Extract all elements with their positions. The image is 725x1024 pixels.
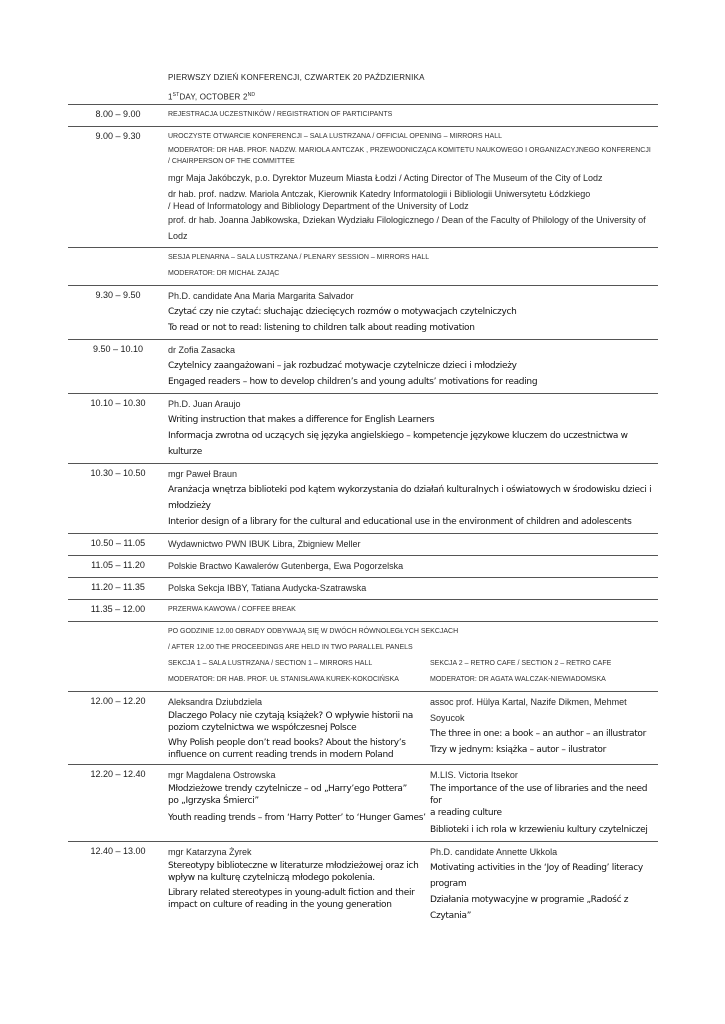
section-1-moderator: MODERATOR: DR HAB. PROF. UŁ STANISŁAWA KUREK-KOKOCIŃSKA <box>168 676 399 683</box>
section-2-moderator: MODERATOR: DR AGATA WALCZAK-NIEWIADOMSKA <box>430 676 606 683</box>
time-slot: 12.40 – 13.00 <box>90 846 146 856</box>
speaker-name: mgr Magdalena Ostrowska <box>168 770 276 780</box>
schedule-row <box>68 841 658 927</box>
talk-title: Youth reading trends – from ‘Harry Potter’ to ‘Hunger Games’ <box>168 813 426 823</box>
sponsor-presentation: Wydawnictwo PWN IBUK Libra, Zbigniew Meller <box>168 539 361 549</box>
parallel-sessions-note: PO GODZINIE 12.00 OBRADY ODBYWAJĄ SIĘ W DWÓCH RÓWNOLEGŁYCH SEKCJACH <box>168 628 459 635</box>
talk-title: influence on current reading trends in modern Poland <box>168 750 394 760</box>
day-date: DAY, OCTOBER 2 <box>179 92 248 102</box>
talk-title: Stereotypy biblioteczne w literaturze młodzieżowej oraz ich <box>168 861 419 871</box>
session-title: SESJA PLENARNA – SALA LUSTRZANA / PLENARY SESSION – MIRRORS HALL <box>168 254 430 261</box>
day-suffix: ST <box>172 92 180 98</box>
opening-speaker: / Head of Informatology and Bibliology Department of the University of Lodz <box>168 201 469 211</box>
talk-title: a reading culture <box>430 808 502 818</box>
sponsor-presentation: Polskie Bractwo Kawalerów Gutenberga, Ewa Pogorzelska <box>168 561 404 571</box>
talk-title: The importance of the use of libraries and the need for <box>430 784 648 806</box>
time-slot: 9.00 – 9.30 <box>95 131 141 141</box>
talk-title: Why Polish people don’t read books? About the history’s <box>168 738 406 748</box>
speaker-name: dr Zofia Zasacka <box>168 345 236 355</box>
coffee-break-label: PRZERWA KAWOWA / COFFEE BREAK <box>168 606 296 613</box>
schedule-row <box>68 247 658 285</box>
program-page <box>68 70 658 927</box>
speaker-name: assoc prof. Hülya Kartal, Nazife Dikmen, Mehmet Soyucok <box>430 697 627 723</box>
talk-title: Aranżacja wnętrza biblioteki pod kątem wykorzystania do działań kulturalnych i oświatowych w środowisku dzieci i młodzieży <box>168 485 652 511</box>
opening-speaker: mgr Maja Jakóbczyk, p.o. Dyrektor Muzeum Miasta Łodzi / Acting Director of The Museum of the City of Lodz <box>168 173 603 183</box>
time-slot: 12.00 – 12.20 <box>90 696 146 706</box>
speaker-name: Ph.D. candidate Ana Maria Margarita Salvador <box>168 291 354 301</box>
time-slot: 11.05 – 11.20 <box>91 560 145 570</box>
talk-title: To read or not to read: listening to children talk about reading motivation <box>168 323 475 333</box>
moderator-line: MODERATOR: DR MICHAŁ ZAJĄC <box>168 270 280 277</box>
time-slot: 12.20 – 12.40 <box>90 769 146 779</box>
schedule-row <box>68 764 658 841</box>
talk-title: Writing instruction that makes a difference for English Learners <box>168 415 435 425</box>
talk-title: poziom czytelnictwa we współczesnej Polsce <box>168 723 357 733</box>
time-slot: 9.30 – 9.50 <box>95 290 141 300</box>
schedule-row <box>68 463 658 533</box>
talk-title: Czytelnicy zaangażowani – jak rozbudzać motywacje czytelnicze dzieci i młodzieży <box>168 361 517 371</box>
speaker-name: Aleksandra Dziubdziela <box>168 697 263 707</box>
opening-speaker: dr hab. prof. nadzw. Mariola Antczak, Kierownik Katedry Informatologii i Bibliologii Uniwersytetu Łódzkiego <box>168 189 591 199</box>
moderator-line: / CHAIRPERSON OF THE COMMITTEE <box>168 158 295 165</box>
talk-title: Dlaczego Polacy nie czytają książek? O wpływie historii na <box>168 711 414 721</box>
session-label: REJESTRACJA UCZESTNIKÓW / REGISTRATION OF PARTICIPANTS <box>168 111 393 118</box>
talk-title: Interior design of a library for the cultural and educational use in the environment of children and adolescents <box>168 517 632 527</box>
schedule-row <box>68 599 658 621</box>
time-slot: 10.30 – 10.50 <box>90 468 146 478</box>
talk-title: Młodzieżowe trendy czytelnicze – od „Harry’ego Pottera” <box>168 784 408 794</box>
speaker-name: mgr Paweł Braun <box>168 469 238 479</box>
day-number: 1 <box>168 92 173 102</box>
talk-title: Informacja zwrotna od uczących się języka angielskiego – kompetencje językowe kluczem do uczestnictwa w kulturze <box>168 431 628 457</box>
talk-title: impact on culture of reading in the young generation <box>168 900 392 910</box>
time-slot: 11.35 – 12.00 <box>90 604 146 614</box>
speaker-name: Ph.D. candidate Annette Ukkola <box>430 847 558 857</box>
schedule-row <box>68 104 658 126</box>
time-slot: 8.00 – 9.00 <box>95 109 141 119</box>
schedule-row <box>68 533 658 555</box>
schedule-row <box>68 555 658 577</box>
section-2-title: SEKCJA 2 – RETRO CAFE / SECTION 2 – RETRO CAFE <box>430 660 612 667</box>
speaker-name: mgr Katarzyna Żyrek <box>168 847 252 857</box>
day-heading-polish: PIERWSZY DZIEŃ KONFERENCJI, CZWARTEK 20 PAŹDZIERNIKA <box>168 73 425 82</box>
schedule-row <box>68 339 658 393</box>
talk-title: wpływ na kulturę czytelniczą młodego pokolenia. <box>168 873 375 883</box>
talk-title: Biblioteki i ich rola w krzewieniu kultury czytelniczej <box>430 825 648 835</box>
talk-title: po „Igrzyska Śmierci” <box>168 796 259 806</box>
time-slot: 9.50 – 10.10 <box>92 344 144 354</box>
talk-title: Trzy w jednym: książka – autor – ilustrator <box>430 745 607 755</box>
schedule-row <box>68 577 658 599</box>
sponsor-presentation: Polska Sekcja IBBY, Tatiana Audycka-Szatrawska <box>168 583 367 593</box>
schedule-row <box>68 126 658 247</box>
talk-title: Działania motywacyjne w programie „Radość z Czytania” <box>430 895 629 921</box>
date-suffix: ND <box>247 92 256 98</box>
talk-title: Engaged readers – how to develop children’s and young adults’ motivations for reading <box>168 377 538 387</box>
speaker-name: M.LIS. Victoria Itsekor <box>430 770 518 780</box>
talk-title: Library related stereotypes in young-adult fiction and their <box>168 888 415 898</box>
talk-title: The three in one: a book – an author – an illustrator <box>430 729 647 739</box>
moderator-line: MODERATOR: DR HAB. PROF. NADZW. MARIOLA ANTCZAK , PRZEWODNICZĄCA KOMITETU NAUKOWEGO I ORGANIZACYJNEGO KONFERENCJI <box>168 147 651 154</box>
schedule-row <box>68 285 658 339</box>
section-1-title: SEKCJA 1 – SALA LUSTRZANA / SECTION 1 – MIRRORS HALL <box>168 660 373 667</box>
day-heading-english <box>168 86 658 104</box>
parallel-sessions-note: / AFTER 12.00 THE PROCEEDINGS ARE HELD IN TWO PARALLEL PANELS <box>168 644 413 651</box>
time-slot: 11.20 – 11.35 <box>91 582 145 592</box>
session-title: UROCZYSTE OTWARCIE KONFERENCJI – SALA LUSTRZANA / OFFICIAL OPENING – MIRRORS HALL <box>168 133 502 140</box>
time-slot: 10.50 – 11.05 <box>90 538 146 548</box>
talk-title: Motivating activities in the ‘Joy of Reading’ literacy program <box>430 863 643 889</box>
speaker-name: Ph.D. Juan Araujo <box>168 399 241 409</box>
opening-speaker: prof. dr hab. Joanna Jabłkowska, Dziekan Wydziału Filologicznego / Dean of the Faculty of Philology of the University of Lodz <box>168 215 646 241</box>
time-slot: 10.10 – 10.30 <box>90 398 146 408</box>
schedule-row <box>68 691 658 764</box>
schedule-row <box>68 393 658 463</box>
talk-title: Czytać czy nie czytać: słuchając dziecięcych rozmów o motywacjach czytelniczych <box>168 307 517 317</box>
schedule-row <box>68 621 658 691</box>
